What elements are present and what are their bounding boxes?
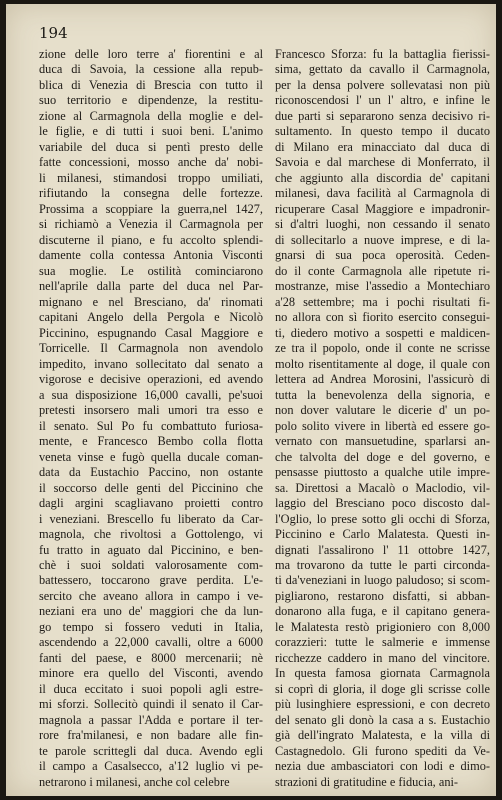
text-line: il senato. Sul Po fu combattuto furiosa-	[39, 418, 263, 433]
text-line: riconoscendosi l' un l' altro, e infine le	[275, 93, 490, 108]
text-line: rifiutando la consegna delle fortezze.	[39, 186, 263, 201]
text-line: ti, diedero motivo a sospetti e maldicen-	[275, 325, 490, 340]
text-line: Torricelle. Il Carmagnola non avendolo	[39, 341, 263, 356]
text-line: si richiamò a Venezia il Carmagnola per	[39, 217, 263, 232]
text-line: gnarsi di sua poca operosità. Ceden-	[275, 248, 490, 263]
text-line: mente, e Francesco Bembo colla flotta	[39, 434, 263, 449]
text-line: go tempo si fossero veduti in Italia,	[39, 619, 263, 634]
text-line: vigorose e decisive operazioni, ed avendo	[39, 372, 263, 387]
text-line: netrarono i milanesi, anche col celebre	[39, 774, 230, 789]
text-line: do il conte Carmagnola alle ripetute ri-	[275, 263, 490, 278]
page-number: 194	[39, 24, 68, 42]
text-line: Francesco Sforza: fu la battaglia fierissi-	[275, 47, 490, 61]
text-line: In questa famosa giornata Carmagnola	[275, 666, 490, 681]
text-line: molto risentitamente al doge, il quale con	[275, 356, 490, 371]
text-line: fanti del paese, e 8000 mercenarii; nè	[39, 650, 263, 665]
text-line: sa. Direttosi a Macalò o Maclodio, vil-	[275, 480, 490, 495]
text-line: veneta vinse e fugò quella ducale coman-	[39, 449, 263, 464]
text-line: già dell'ingrato Malatesta, e la villa di	[275, 728, 490, 743]
text-line: il duca eccitato i suoi popoli agli estre-	[39, 681, 263, 696]
text-line: si coprì di gloria, il doge gli scrisse colle	[275, 681, 490, 696]
text-line: laggio del Bresciano poco discosto dal-	[275, 496, 490, 511]
text-line: polo solito vivere in libertà ed essere go-	[275, 418, 490, 433]
text-line: dignati l'assalirono l' 11 ottobre 1427,	[275, 542, 490, 557]
text-line: Piccinino e Carlo Malatesta. Questi in-	[275, 527, 490, 542]
text-line: magnola, che rivoltosi a Gottolengo, vi	[39, 527, 263, 542]
book-page	[6, 4, 496, 796]
text-line: il campo a Casalsecco, a'12 luglio vi pe-	[39, 759, 263, 774]
text-line: l'Oglio, lo prese sotto gli occhi di Sforza,	[275, 511, 490, 526]
text-line: impedito, invano sollecitato dal senato a	[39, 356, 263, 371]
text-line: più lusinghiere espressioni, e con decreto	[275, 697, 490, 712]
text-line: Savoia e dal marchese di Monferrato, il	[275, 155, 490, 170]
text-line: vernato con mansuetudine, sparlarsi an-	[275, 434, 490, 449]
text-line: mi sforzi. Sollecitò quindi il senato il Car-	[39, 697, 263, 712]
text-line: del senato gli donò la casa a s. Eustachio	[275, 712, 490, 727]
text-line: mostranze, mise l'assedio a Montechiaro	[275, 279, 490, 294]
text-line: nezia due ambasciatori con lodi e dimo-	[275, 759, 490, 774]
text-line: di Milano era minacciato dal duca di	[275, 139, 490, 154]
text-line: capitani Angelo della Pergola e Nicolò	[39, 310, 263, 325]
right-text-column	[275, 47, 490, 790]
text-line: mignano e nel Bresciano, da' rinomati	[39, 294, 263, 309]
text-line: pretesti insorsero mali umori tra esso e	[39, 403, 263, 418]
text-line: le figlie, e di tutti i suoi beni. L'animo	[39, 124, 263, 139]
text-line: chè i suoi soldati valorosamente com-	[39, 557, 263, 572]
text-line: discuterne il piano, e fu accolto splendi-	[39, 232, 263, 247]
text-line: che talvolta del doge e del governo, e	[275, 449, 490, 464]
text-line: per la densa polvere sollevatasi non più	[275, 77, 490, 92]
text-line: dagli argini scagliavano proietti contro	[39, 496, 263, 511]
text-line: nell'aprile dalla parte del duca nel Par-	[39, 279, 263, 294]
text-line: Castagnedolo. Gli furono spediti da Ve-	[275, 743, 490, 758]
text-line: tutta la benevolenza della signoria, e	[275, 387, 490, 402]
text-line: a'28 settembre; ma i pochi risultati fi-	[275, 294, 490, 309]
text-line: sua moglie. Le ostilità cominciarono	[39, 263, 263, 278]
text-line: data da Eustachio Paccino, non ostante	[39, 465, 263, 480]
text-line: zione al Carmagnola della moglie e del-	[39, 108, 263, 123]
text-line: duca di Savoia, la cessione alla repub-	[39, 62, 263, 77]
text-line: battessero, toccarono grave perdita. L'e-	[39, 573, 263, 588]
text-line: che aggiunto alla discordia de' capitani	[275, 170, 490, 185]
text-line: ricuperare Casal Maggiore e impadronir-	[275, 201, 490, 216]
text-line: ze tra il popolo, onde il conte ne scrisse	[275, 341, 490, 356]
text-line: Prossima a scoppiare la guerra,nel 1427,	[39, 201, 263, 216]
text-line: minore era quello del Visconti, avendo	[39, 666, 263, 681]
text-line: sercito che aveano allora in campo i ve-	[39, 588, 263, 603]
text-line: corazzieri: tutte le salmerie e immense	[275, 635, 490, 650]
text-line: donarono alla fuga, e il capitano genera-	[275, 604, 490, 619]
text-line: zione delle loro terre a' fiorentini e al	[39, 47, 263, 61]
text-line: le Malatesta restò prigioniero con 8,000	[275, 619, 490, 634]
text-line: ascendendo a 22,000 cavalli, oltre a 6000	[39, 635, 263, 650]
text-line: no allora con sì fiorito esercito consegui-	[275, 310, 490, 325]
text-line: milanesi, dava facilità al Carmagnola di	[275, 186, 490, 201]
text-line: variabile del duca si pentì presto delle	[39, 139, 263, 154]
text-line: blica di Venezia di Brescia con tutto il	[39, 77, 263, 92]
text-line: ma trovarono da tutte le parti circonda-	[275, 557, 490, 572]
text-line: magnola a passar l'Adda e portare il ter-	[39, 712, 263, 727]
text-line: si d'altri luoghi, non cessando il senato	[275, 217, 490, 232]
text-line: due parti si separarono senza decisivo ri-	[275, 108, 490, 123]
text-line: rore fra'milanesi, e non badare alle fin-	[39, 728, 263, 743]
text-line: lettera ad Andrea Morosini, l'assicurò di	[275, 372, 490, 387]
text-line: ricchezze caddero in mano del vincitore.	[275, 650, 490, 665]
text-line: suo territorio e dipendenze, la restitu-	[39, 93, 263, 108]
text-line: sultamento. In questo tempo il ducato	[275, 124, 490, 139]
text-line: non dover valutare le dicerie d' un po-	[275, 403, 490, 418]
text-line: neziani era uno de' maggiori che da lun-	[39, 604, 263, 619]
text-line: Piccinino, espugnando Casal Maggiore e	[39, 325, 263, 340]
text-line: damente colla contessa Antonia Visconti	[39, 248, 263, 263]
left-text-column	[39, 47, 263, 790]
text-line: li milanesi, stimandosi troppo umiliati,	[39, 170, 263, 185]
text-line: a sua disposizione 16,000 cavalli, pe'suoi	[39, 387, 263, 402]
text-line: pensasse piuttosto a qualche utile impre-	[275, 465, 490, 480]
text-line: fu tratto in aguato dal Piccinino, e ben-	[39, 542, 263, 557]
text-line: i veneziani. Brescello fu liberato da Car-	[39, 511, 263, 526]
text-line: fatte concessioni, mosso anche da' nobi-	[39, 155, 263, 170]
text-line: il soccorso delle genti del Piccinino che	[39, 480, 263, 495]
text-line: pigliarono, restarono disfatti, si abban-	[275, 588, 490, 603]
text-line: sima, gettato da cavallo il Carmagnola,	[275, 62, 490, 77]
text-line: te parole scrittegli dal duca. Avendo egli	[39, 743, 263, 758]
text-line: di sollecitarlo a nuove imprese, e di la-	[275, 232, 490, 247]
text-line: ti da'veneziani in luogo paludoso; si scom-	[275, 573, 490, 588]
text-line: strazioni di gratitudine e fiducia, ani-	[275, 774, 459, 789]
